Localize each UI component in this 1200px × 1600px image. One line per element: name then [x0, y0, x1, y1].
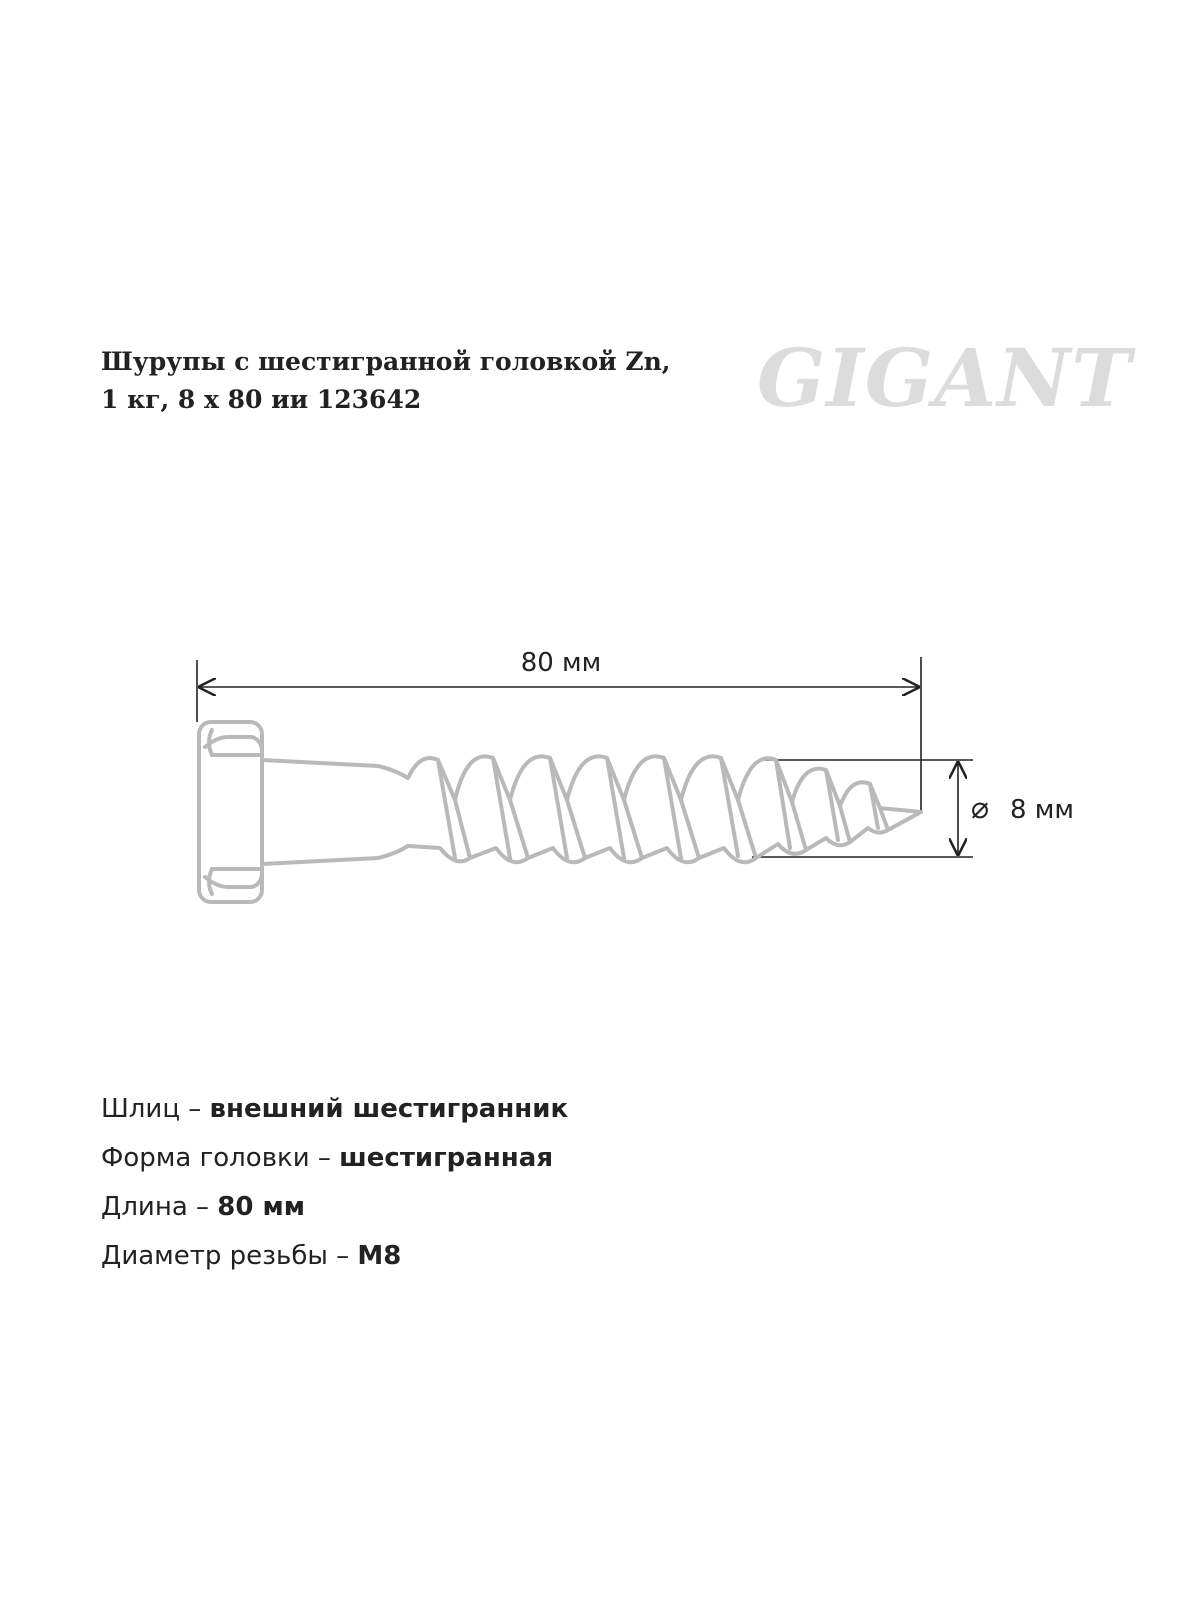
- spec-thread-diameter-label: Диаметр резьбы –: [101, 1241, 358, 1271]
- spec-slot-value: внешний шестигранник: [209, 1094, 569, 1124]
- screw-outline: [199, 722, 921, 902]
- length-dimension: [197, 648, 921, 812]
- screw-shank: [262, 760, 408, 864]
- diameter-dimension: [752, 760, 1074, 857]
- spec-head-shape: [101, 1134, 568, 1183]
- spec-thread-diameter-value: М8: [357, 1241, 402, 1271]
- spec-slot-label: Шлиц –: [101, 1094, 210, 1124]
- screw-head-upper-chamfer: [209, 730, 262, 755]
- spec-length: [101, 1183, 568, 1232]
- length-label: 80 мм: [520, 648, 602, 678]
- spec-length-label: Длина –: [101, 1192, 218, 1222]
- spec-head-shape-value: шестигранная: [339, 1143, 554, 1173]
- screw-thread: [408, 756, 921, 862]
- brand-logo: GIGANT: [757, 331, 1132, 425]
- spec-length-value: 80 мм: [217, 1192, 306, 1222]
- spec-thread-diameter: [101, 1232, 568, 1281]
- screw-head-lower-face: [205, 872, 262, 887]
- title-line-1: Шурупы с шестигранной головкой Zn,: [101, 347, 671, 376]
- screw-head-lower-chamfer: [209, 869, 262, 894]
- spec-list: [101, 1085, 568, 1281]
- diameter-label: 8 мм: [1010, 795, 1075, 825]
- screw-head-upper-face: [205, 737, 262, 752]
- spec-slot: [101, 1085, 568, 1134]
- title-line-2: 1 кг, 8 х 80 ии 123642: [101, 385, 422, 414]
- diameter-symbol: ⌀: [971, 791, 990, 826]
- spec-head-shape-label: Форма головки –: [101, 1143, 340, 1173]
